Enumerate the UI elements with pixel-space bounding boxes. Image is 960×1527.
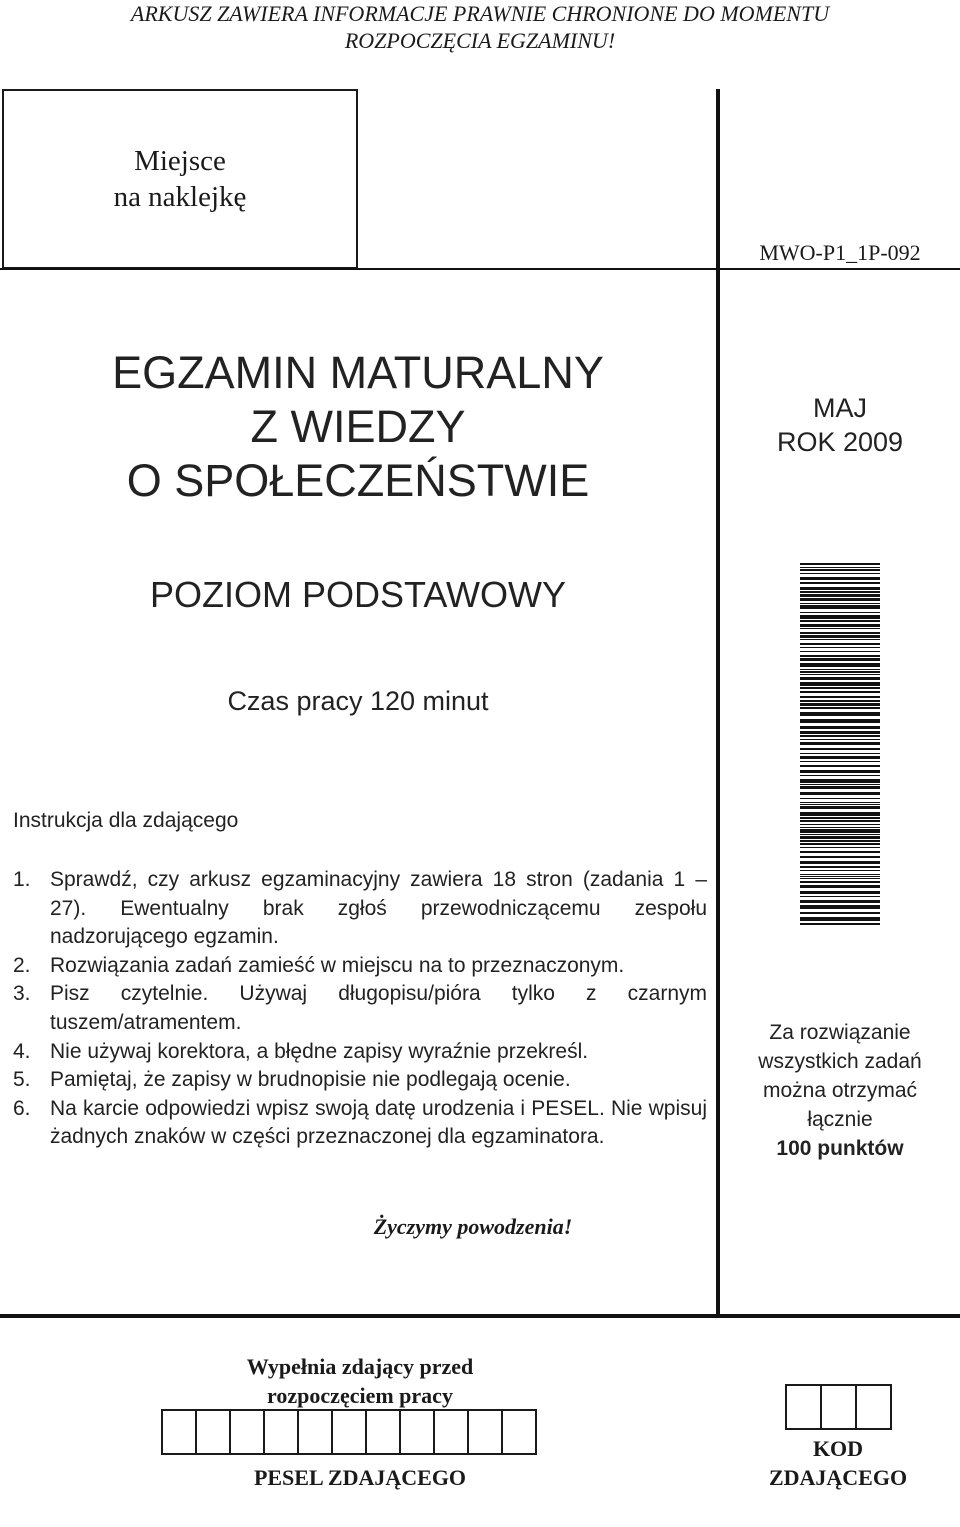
instruction-item — [13, 866, 707, 952]
pesel-digit-box[interactable] — [399, 1409, 435, 1455]
code-label-line-1: KOD — [812, 1436, 864, 1461]
instruction-item — [13, 1066, 707, 1095]
code-label-line-2: ZDAJĄCEGO — [768, 1465, 908, 1490]
good-luck-message: Życzymy powodzenia! — [373, 1214, 573, 1239]
points-line-2: wszystkich zadań — [758, 1050, 922, 1073]
pesel-digit-box[interactable] — [467, 1409, 503, 1455]
pesel-digit-box[interactable] — [331, 1409, 367, 1455]
instruction-text: Pamiętaj, że zapisy w brudnopisie nie podlegają ocenie. — [50, 1068, 571, 1092]
candidate-code-input[interactable] — [785, 1384, 892, 1430]
code-digit-box[interactable] — [855, 1384, 892, 1430]
points-total: 100 punktów — [776, 1137, 904, 1160]
sticker-line-1: Miejsce — [134, 145, 226, 177]
instruction-text: Rozwiązania zadań zamieść w miejscu na to przeznaczonym. — [50, 953, 625, 977]
instruction-number: 2. — [13, 953, 31, 977]
exam-month: MAJ — [813, 393, 867, 423]
points-line-3: można otrzymać — [762, 1079, 918, 1102]
warning-line-2: ROZPOCZĘCIA EGZAMINU! — [344, 28, 616, 53]
instruction-item — [13, 1038, 707, 1067]
exam-title — [0, 346, 716, 508]
points-line-1: Za rozwiązanie — [769, 1021, 911, 1044]
pesel-digit-box[interactable] — [229, 1409, 265, 1455]
points-line-4: łącznie — [807, 1108, 873, 1131]
exam-date — [720, 391, 960, 459]
exam-level: POZIOM PODSTAWOWY — [150, 574, 566, 615]
code-digit-box[interactable] — [785, 1384, 822, 1430]
candidate-fill-label — [160, 1352, 560, 1410]
pesel-digit-box[interactable] — [263, 1409, 299, 1455]
instruction-text: Pisz czytelnie. Używaj długopisu/pióra tylko z czarnym tuszem/atramentem. — [50, 982, 707, 1034]
warning-line-1: ARKUSZ ZAWIERA INFORMACJE PRAWNIE CHRONIONE DO MOMENTU — [130, 1, 830, 26]
pesel-digit-box[interactable] — [501, 1409, 537, 1455]
pesel-digit-box[interactable] — [161, 1409, 197, 1455]
instruction-item — [13, 1095, 707, 1152]
exam-year: ROK 2009 — [776, 427, 904, 457]
pesel-digit-box[interactable] — [195, 1409, 231, 1455]
sticker-placeholder — [2, 89, 358, 269]
pesel-label: PESEL ZDAJĄCEGO — [253, 1465, 467, 1490]
instructions-heading: Instrukcja dla zdającego — [13, 809, 239, 832]
instruction-text: Sprawdź, czy arkusz egzaminacyjny zawiera 18 stron (zadania 1 – 27). Ewentualny brak zgłoś przewodniczącemu zespołu nadzorującego egzamin. — [50, 868, 707, 949]
barcode-icon — [800, 563, 880, 928]
instructions-list — [13, 866, 707, 1152]
instruction-number: 3. — [13, 982, 31, 1006]
fill-line-1: Wypełnia zdający przed — [246, 1354, 474, 1379]
instruction-number: 4. — [13, 1039, 31, 1063]
pesel-digit-box[interactable] — [433, 1409, 469, 1455]
title-line-2: Z WIEDZY — [250, 401, 466, 452]
points-info — [720, 1018, 960, 1163]
pesel-input[interactable] — [161, 1409, 537, 1455]
instruction-item — [13, 980, 707, 1037]
title-line-3: O SPOŁECZEŃSTWIE — [126, 455, 590, 506]
candidate-code-label — [720, 1434, 956, 1492]
instruction-text: Na karcie odpowiedzi wpisz swoją datę urodzenia i PESEL. Nie wpisuj żadnych znaków w części przeznaczonej dla egzaminatora. — [50, 1096, 707, 1149]
instruction-text: Nie używaj korektora, a błędne zapisy wyraźnie przekreśl. — [50, 1039, 589, 1063]
instruction-number: 6. — [13, 1096, 31, 1120]
instruction-number: 5. — [13, 1068, 31, 1092]
instruction-number: 1. — [13, 868, 31, 891]
top-divider — [0, 268, 960, 270]
title-line-1: EGZAMIN MATURALNY — [112, 347, 604, 398]
pesel-digit-box[interactable] — [365, 1409, 401, 1455]
bottom-divider — [0, 1314, 960, 1318]
instruction-item — [13, 952, 707, 981]
pesel-digit-box[interactable] — [297, 1409, 333, 1455]
exam-duration: Czas pracy 120 minut — [227, 686, 489, 716]
legal-warning — [0, 0, 960, 54]
exam-code: MWO-P1_1P-092 — [759, 240, 921, 265]
code-digit-box[interactable] — [820, 1384, 857, 1430]
fill-line-2: rozpoczęciem pracy — [267, 1383, 453, 1408]
sticker-line-2: na naklejkę — [113, 181, 247, 213]
